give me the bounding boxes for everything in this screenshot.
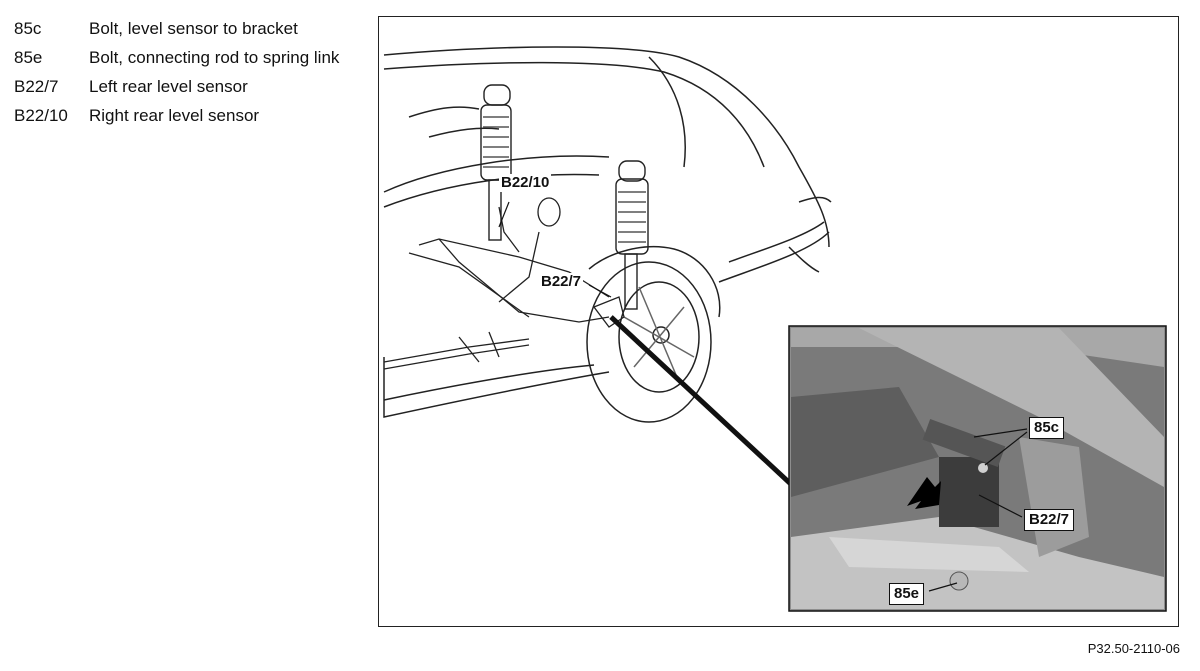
- car-illustration: [379, 17, 1179, 627]
- callout-left-sensor: B22/7: [541, 273, 582, 290]
- legend-item: [14, 72, 339, 101]
- detail-photo: [789, 326, 1166, 611]
- legend-code: B22/10: [14, 105, 68, 125]
- legend-description: Left rear level sensor: [89, 76, 248, 96]
- legend-description: Bolt, level sensor to bracket: [89, 18, 298, 38]
- legend-item: [14, 43, 339, 72]
- figure-frame: [378, 16, 1179, 627]
- legend-code: B22/7: [14, 76, 59, 96]
- detail-connector-line: [611, 317, 794, 487]
- callout-bolt-rod: 85e: [889, 583, 924, 605]
- legend-description: Bolt, connecting rod to spring link: [89, 47, 340, 67]
- legend-code: 85e: [14, 47, 43, 67]
- rear-wheel: [587, 262, 711, 422]
- legend-code: 85c: [14, 18, 42, 38]
- callout-detail-sensor: B22/7: [1024, 509, 1074, 531]
- legend-item: [14, 101, 339, 130]
- callout-bolt-bracket: 85c: [1029, 417, 1064, 439]
- legend: [14, 14, 339, 130]
- figure-id: P32.50-2110-06: [1087, 641, 1180, 656]
- legend-item: [14, 14, 339, 43]
- axle-lines: [384, 198, 624, 369]
- car-body: [384, 47, 831, 417]
- legend-description: Right rear level sensor: [89, 105, 260, 125]
- callout-right-sensor: B22/10: [501, 174, 550, 191]
- leader-line: [589, 285, 611, 297]
